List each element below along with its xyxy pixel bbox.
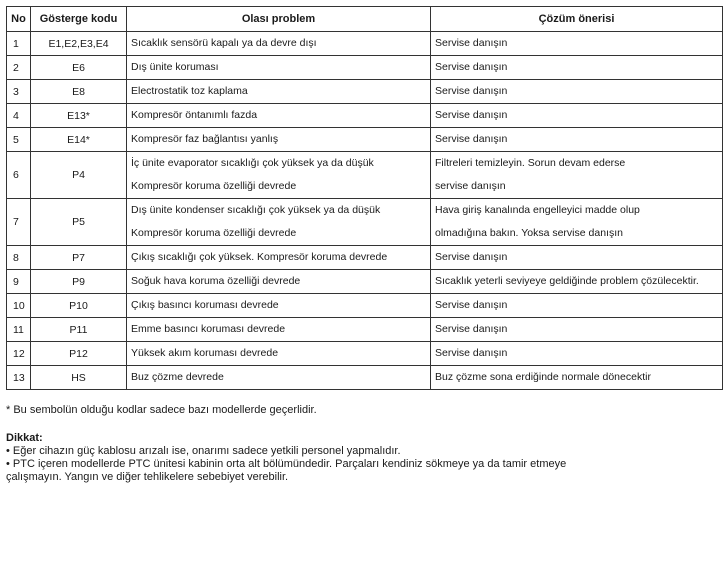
header-solution: Çözüm önerisi: [431, 7, 723, 32]
cell-problem: [127, 318, 431, 342]
cell-problem: [127, 366, 431, 390]
problem-line: Kompresör koruma özelliği devrede: [131, 180, 297, 192]
problem-line: Kompresör öntanımlı fazda: [131, 109, 258, 121]
cell-no: 8: [7, 246, 31, 270]
problem-line: Soğuk hava koruma özelliği devrede: [131, 275, 301, 287]
table-row: [7, 56, 723, 80]
cell-no: 6: [7, 152, 31, 199]
cell-no: 10: [7, 294, 31, 318]
cell-no: 2: [7, 56, 31, 80]
solution-line: Sıcaklık yeterli seviyeye geldiğinde problem çözülecektir.: [435, 275, 699, 287]
cell-problem: [127, 270, 431, 294]
problem-line: Dış ünite kondenser sıcaklığı çok yüksek ya da düşük: [131, 204, 381, 216]
problem-line: İç ünite evaporator sıcaklığı çok yüksek ya da düşük: [131, 157, 374, 169]
problem-line: Çıkış sıcaklığı çok yüksek. Kompresör koruma devrede: [131, 251, 388, 263]
cell-code: E13*: [31, 104, 127, 128]
cell-solution: [431, 318, 723, 342]
table-row: [7, 318, 723, 342]
cell-code: P9: [31, 270, 127, 294]
problem-line: Buz çözme devrede: [131, 371, 224, 383]
solution-line: Hava giriş kanalında engelleyici madde olup: [435, 204, 640, 216]
cell-code: E6: [31, 56, 127, 80]
table-row: [7, 128, 723, 152]
cell-no: 11: [7, 318, 31, 342]
solution-line: Servise danışın: [435, 85, 508, 97]
cell-solution: [431, 152, 723, 199]
problem-line: Kompresör koruma özelliği devrede: [131, 227, 297, 239]
solution-line: Servise danışın: [435, 61, 508, 73]
cell-no: 12: [7, 342, 31, 366]
solution-line: Servise danışın: [435, 299, 508, 311]
cell-problem: [127, 56, 431, 80]
cell-solution: [431, 80, 723, 104]
problem-line: Sıcaklık sensörü kapalı ya da devre dışı: [131, 37, 317, 49]
cell-solution: [431, 104, 723, 128]
table-body: [7, 32, 723, 390]
problem-line: Yüksek akım koruması devrede: [131, 347, 279, 359]
cell-solution: [431, 128, 723, 152]
table-row: [7, 366, 723, 390]
cell-code: P12: [31, 342, 127, 366]
problem-line: Emme basıncı koruması devrede: [131, 323, 286, 335]
table-row: [7, 270, 723, 294]
cell-code: HS: [31, 366, 127, 390]
cell-no: 5: [7, 128, 31, 152]
warning-line: çalışmayın. Yangın ve diğer tehlikelere sebebiyet verebilir.: [6, 471, 289, 483]
cell-problem: [127, 342, 431, 366]
solution-line: olmadığına bakın. Yoksa servise danışın: [435, 227, 623, 239]
document-page: [6, 6, 722, 484]
cell-no: 4: [7, 104, 31, 128]
problem-line: Çıkış basıncı koruması devrede: [131, 299, 279, 311]
solution-line: Servise danışın: [435, 133, 508, 145]
cell-solution: [431, 56, 723, 80]
table-row: [7, 294, 723, 318]
table-header-row: [7, 7, 723, 32]
solution-line: Filtreleri temizleyin. Sorun devam ederse: [435, 157, 626, 169]
cell-no: 1: [7, 32, 31, 56]
cell-problem: [127, 128, 431, 152]
solution-line: Servise danışın: [435, 347, 508, 359]
error-code-table: [6, 6, 723, 390]
table-row: [7, 80, 723, 104]
table-row: [7, 342, 723, 366]
solution-line: Servise danışın: [435, 37, 508, 49]
cell-code: P5: [31, 199, 127, 246]
table-row: [7, 246, 723, 270]
cell-problem: [127, 199, 431, 246]
cell-problem: [127, 80, 431, 104]
footnote: * Bu sembolün olduğu kodlar sadece bazı modellerde geçerlidir.: [6, 404, 317, 416]
cell-solution: [431, 246, 723, 270]
cell-no: 13: [7, 366, 31, 390]
problem-line: Dış ünite koruması: [131, 61, 219, 73]
cell-problem: [127, 294, 431, 318]
table-row: [7, 32, 723, 56]
header-problem: Olası problem: [127, 7, 431, 32]
cell-code: P7: [31, 246, 127, 270]
cell-solution: [431, 270, 723, 294]
cell-solution: [431, 199, 723, 246]
solution-line: servise danışın: [435, 180, 506, 192]
cell-problem: [127, 246, 431, 270]
warning-section: [6, 432, 722, 484]
table-row: [7, 199, 723, 246]
warning-title: Dikkat:: [6, 432, 43, 444]
solution-line: Servise danışın: [435, 251, 508, 263]
solution-line: Servise danışın: [435, 323, 508, 335]
cell-code: E1,E2,E3,E4: [31, 32, 127, 56]
cell-solution: [431, 294, 723, 318]
cell-code: E8: [31, 80, 127, 104]
cell-problem: [127, 32, 431, 56]
problem-line: Kompresör faz bağlantısı yanlış: [131, 133, 279, 145]
cell-solution: [431, 342, 723, 366]
cell-solution: [431, 366, 723, 390]
cell-no: 9: [7, 270, 31, 294]
warning-line: • Eğer cihazın güç kablosu arızalı ise, onarımı sadece yetkili personel yapmalıdır.: [6, 445, 401, 457]
cell-no: 3: [7, 80, 31, 104]
cell-code: E14*: [31, 128, 127, 152]
solution-line: Buz çözme sona erdiğinde normale dönecektir: [435, 371, 651, 383]
header-code: Gösterge kodu: [31, 7, 127, 32]
problem-line: Electrostatik toz kaplama: [131, 85, 248, 97]
cell-code: P4: [31, 152, 127, 199]
cell-problem: [127, 152, 431, 199]
solution-line: Servise danışın: [435, 109, 508, 121]
table-row: [7, 104, 723, 128]
table-row: [7, 152, 723, 199]
cell-problem: [127, 104, 431, 128]
cell-code: P10: [31, 294, 127, 318]
cell-code: P11: [31, 318, 127, 342]
header-no: No: [7, 7, 31, 32]
cell-no: 7: [7, 199, 31, 246]
cell-solution: [431, 32, 723, 56]
warning-line: • PTC içeren modellerde PTC ünitesi kabinin orta alt bölümündedir. Parçaları kendiniz sökmeye ya da tamir etmeye: [6, 458, 567, 470]
